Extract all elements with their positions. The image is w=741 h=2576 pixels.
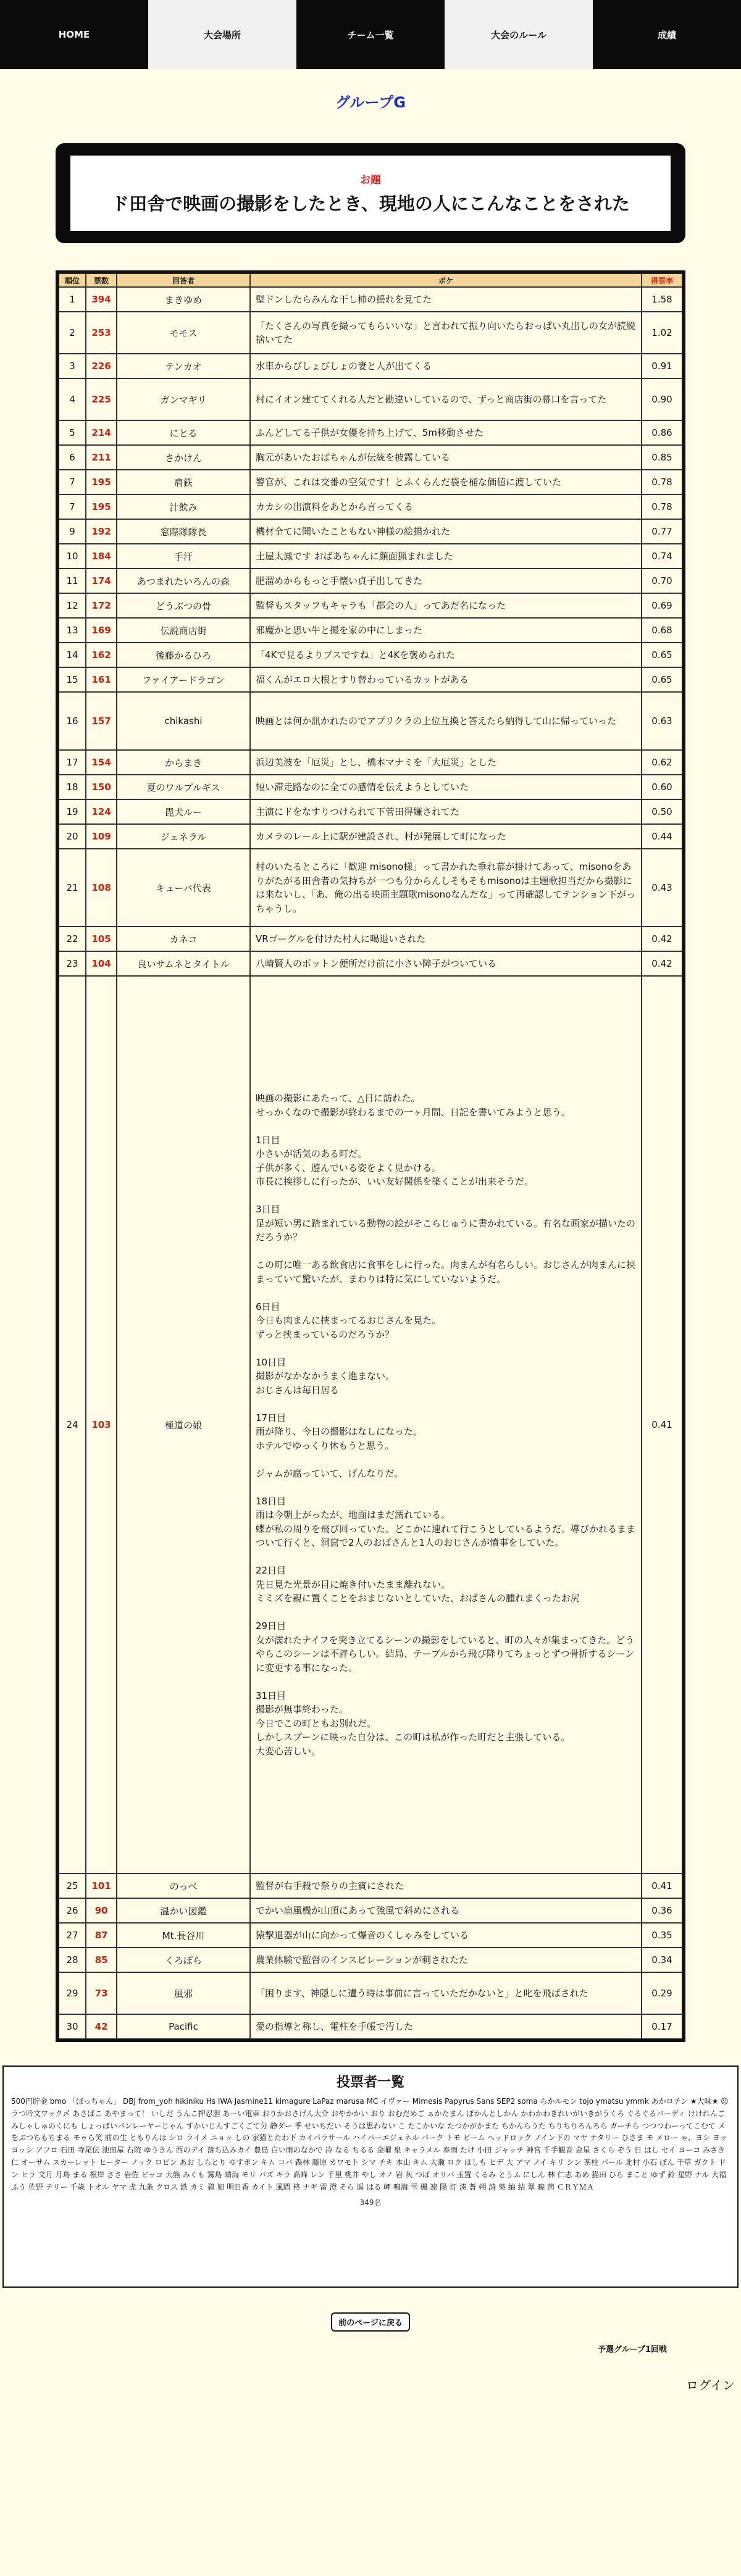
votes-cell: 150: [86, 775, 117, 799]
name-cell: 手汗: [117, 544, 250, 569]
votes-cell: 211: [86, 445, 117, 470]
name-cell: からまき: [117, 750, 250, 775]
table-row: [59, 1923, 682, 1948]
table-row: [59, 569, 682, 593]
votes-cell: 101: [86, 1874, 117, 1898]
rank-cell: 24: [59, 976, 86, 1874]
table-row: [59, 445, 682, 470]
score-cell: 0.70: [642, 569, 682, 593]
votes-cell: 172: [86, 593, 117, 618]
score-cell: 0.65: [642, 667, 682, 692]
table-row: [59, 927, 682, 951]
votes-cell: 154: [86, 750, 117, 775]
table-row: [59, 2014, 682, 2039]
table-row: [59, 420, 682, 445]
votes-cell: 195: [86, 470, 117, 494]
votes-cell: 162: [86, 643, 117, 667]
voters-list: 500円貯金 bmo 「ぼっちゃん」 DBJ from_yoh hikiniku Hs IWA Jasmine11 kimagure LaPaz marusa MC イヴァー Mimesis Papyrus Sans SEP2 soma らかルモン tojo ymatsu ymmk あかロチン ★大味★ ☺ラつ吟文ワック〆 あさばこ あやまって！ いしだ うんこ押忍胆 あーい電車 おりかおさげん大介 おやかかい おり おむだめご ぁかたまん ぽかんとしかん かわかわきれいがいきがうくろ ぐるぐるバーディ けけれんごみしゃしゅのくにも しょっぱいパンレーヤーじゃん すかいじんすごくごて分 静ダー 季 せいちだい そうは思わない こ たこかいな たつかがかまた ちかんらうた ちりちりろんろら ガーチら つつつわーってこむて メをぶつちもちまる モゥら笑 前の生 ともりんは シロ ライメ ニョッ しの 家猫とたわ下 カイパラサール ハイパーエジェネル パーク トモ ビーム ヘッドロック ノイン下の マヤ ナタリー ひさま モ メロー ゃ、ヨシ ヨッ ヨッシ アフロ 石田 寺尾伝 池田屋 右院 ゆうきん 西のデイ 落ち込みカイ 豊島 白い雨のなかで 冷 なる ちるる 金曜 泉 キャラメル 春雨 たけ 小田 ジャッチ 神宮 千手観音 金星 さくら ぞう 日 はし セイ ヨーコ みさき 仁 オーサム スカーレット ヒーター ノック ロビン あお しらとり ゆずポン キム コバ 森林 藤原 カワモト シマ チキ 本山 キム 大瀬 ロク はしも ヒデ 大 アマ ノイ キリ シン 茶柱 パール 北村 小石 ぽん 千草 ガクト ドン ヒラ 文月 月島 まる 根岸 ささ 岩佐 ピッコ 大熊 みくも 霧島 晴海 モリ バズ キラ 高峰 レン 千里 桃井 やし オノ 岩 灰 つば オリバ 玉置 くるみ とうふ にしん 林 仁志 あめ 猫田 ひら まこと ゆず 鈴 星野 ナル 大福 ふう 佐野 テリー 千歳 トオル ヤマ 虎 九条 クロス 鉄 カミ 碧 旭 明日香 カイト 風間 柊 ナギ 雷 澄 そら 遥 はる 岬 鳴海 雫 楓 凛 陽 灯 湊 蒼 朔 詩 葵 紬 結 翠 暁 茜 ＣＲＹＭＡ: [11, 2097, 729, 2191]
votes-cell: 225: [86, 378, 117, 420]
score-cell: 0.91: [642, 354, 682, 378]
votes-cell: 105: [86, 927, 117, 951]
score-cell: 0.78: [642, 470, 682, 494]
voters-count: 349名: [359, 2198, 382, 2207]
boke-cell: 村のいたるところに「歓迎 misono様」って書かれた垂れ幕が掛けてあって、misonoをありがたがる田舎者の気持ちが一つも分からんしそもそもmisonoは主題歌担当だから撮影には来ないし、「あ、俺の出る映画主題歌misonoなんだな」って再確認してテンション下がっちゃうし。: [250, 849, 642, 927]
votes-cell: 90: [86, 1898, 117, 1923]
boke-cell: 村にイオン建ててくれる人だと勘違いしているので、ずっと商店街の幕口を言ってた: [250, 378, 642, 420]
score-cell: 0.42: [642, 927, 682, 951]
table-row: [59, 494, 682, 519]
header-name: 回答者: [117, 273, 250, 287]
name-cell: まきゆめ: [117, 287, 250, 312]
votes-cell: 169: [86, 618, 117, 643]
table-body: [59, 287, 682, 2039]
boke-cell: 映画とは何か訊かれたのでアプリクラの上位互換と答えたら納得して山に帰っていった: [250, 692, 642, 750]
name-cell: Mt.長谷川: [117, 1923, 250, 1948]
rank-cell: 21: [59, 849, 86, 927]
rank-cell: 3: [59, 354, 86, 378]
rank-cell: 4: [59, 378, 86, 420]
votes-cell: 174: [86, 569, 117, 593]
table-row: [59, 1874, 682, 1898]
votes-cell: 109: [86, 824, 117, 849]
boke-cell: 監督もスタッフもキャラも「都会の人」ってあだ名になった: [250, 593, 642, 618]
rank-cell: 2: [59, 312, 86, 354]
score-cell: 0.43: [642, 849, 682, 927]
score-cell: 0.78: [642, 494, 682, 519]
nav-home[interactable]: HOME: [0, 0, 148, 69]
table-row: [59, 692, 682, 750]
back-button[interactable]: 前のページに戻る: [331, 2312, 410, 2332]
odai-inner: [70, 156, 671, 231]
name-cell: 夏のワルプルギス: [117, 775, 250, 799]
table-row: [59, 1948, 682, 1972]
rank-cell: 12: [59, 593, 86, 618]
score-cell: 0.41: [642, 976, 682, 1874]
nav-teams[interactable]: チーム一覧: [296, 0, 445, 69]
name-cell: さかけん: [117, 445, 250, 470]
table-row: [59, 618, 682, 643]
boke-cell: 主演にドをなすりつけられて下菅田得嫌されてた: [250, 799, 642, 824]
name-cell: 温かい図鑑: [117, 1898, 250, 1923]
score-cell: 0.17: [642, 2014, 682, 2039]
boke-cell: 短い滞走路なのに全ての感情を伝えようとしていた: [250, 775, 642, 799]
name-cell: 風邪: [117, 1972, 250, 2014]
name-cell: ガンマギリ: [117, 378, 250, 420]
boke-cell: 水車からびしょびしょの妻と人が出てくる: [250, 354, 642, 378]
voters-title: 投票者一覧: [336, 2075, 404, 2090]
rank-cell: 13: [59, 618, 86, 643]
boke-cell: 「困ります、神隠しに遭う時は事前に言っていただかないと」と叱を飛ばされた: [250, 1972, 642, 2014]
rank-cell: 1: [59, 287, 86, 312]
rank-cell: 10: [59, 544, 86, 569]
boke-cell: 土屋太鳳です おばあちゃんに顔面猟まれました: [250, 544, 642, 569]
table-row: [59, 849, 682, 927]
boke-cell: 猿撃退器が山に向かって爆音のくしゃみをしている: [250, 1923, 642, 1948]
results-table: [56, 270, 685, 2042]
score-cell: 0.44: [642, 824, 682, 849]
table-row: [59, 287, 682, 312]
rank-cell: 11: [59, 569, 86, 593]
rank-cell: 26: [59, 1898, 86, 1923]
name-cell: 良いサムネとタイトル: [117, 951, 250, 976]
table-row: [59, 750, 682, 775]
rank-cell: 20: [59, 824, 86, 849]
header-rank: 順位: [59, 273, 86, 287]
name-cell: 後藤かるひろ: [117, 643, 250, 667]
score-cell: 0.69: [642, 593, 682, 618]
votes-cell: 161: [86, 667, 117, 692]
rank-cell: 17: [59, 750, 86, 775]
rank-cell: 6: [59, 445, 86, 470]
rank-cell: 30: [59, 2014, 86, 2039]
table-row: [59, 951, 682, 976]
table-row: [59, 593, 682, 618]
votes-cell: 73: [86, 1972, 117, 2014]
score-cell: 0.90: [642, 378, 682, 420]
table-row: [59, 354, 682, 378]
score-cell: 0.42: [642, 951, 682, 976]
name-cell: モモス: [117, 312, 250, 354]
score-cell: 0.86: [642, 420, 682, 445]
boke-cell: 壁ドンしたらみんな干し柿の揺れを見てた: [250, 287, 642, 312]
boke-cell: 福くんがエロ大根とすり替わっているカットがある: [250, 667, 642, 692]
score-cell: 0.77: [642, 519, 682, 544]
table-row: [59, 1972, 682, 2014]
group-title: グループG: [335, 94, 406, 111]
votes-cell: 42: [86, 2014, 117, 2039]
boke-cell: カカシの出演料をあとから言ってくる: [250, 494, 642, 519]
boke-cell: 愛の指導と称し、電柱を手帳で汚した: [250, 2014, 642, 2039]
rank-cell: 29: [59, 1972, 86, 2014]
table-row: [59, 470, 682, 494]
votes-cell: 104: [86, 951, 117, 976]
boke-cell: 農業体験で監督のインスピレーションが刺されたた: [250, 1948, 642, 1972]
score-cell: 0.85: [642, 445, 682, 470]
boke-cell: 八崎賢人のポットン便所だけ前に小さい障子がついている: [250, 951, 642, 976]
name-cell: どうぶつの骨: [117, 593, 250, 618]
rank-cell: 9: [59, 519, 86, 544]
name-cell: くろぽら: [117, 1948, 250, 1972]
score-cell: 0.36: [642, 1898, 682, 1923]
votes-cell: 214: [86, 420, 117, 445]
header-boke: ボケ: [250, 273, 642, 287]
rank-cell: 18: [59, 775, 86, 799]
votes-cell: 108: [86, 849, 117, 927]
rank-cell: 19: [59, 799, 86, 824]
rank-cell: 28: [59, 1948, 86, 1972]
score-cell: 0.74: [642, 544, 682, 569]
rank-cell: 14: [59, 643, 86, 667]
score-cell: 0.62: [642, 750, 682, 775]
name-cell: 伝説商店街: [117, 618, 250, 643]
boke-cell: 胸元があいたおばちゃんが伝統を披露している: [250, 445, 642, 470]
name-cell: Pacific: [117, 2014, 250, 2039]
votes-cell: 85: [86, 1948, 117, 1972]
login-link[interactable]: ログイン: [686, 2378, 735, 2393]
score-cell: 0.68: [642, 618, 682, 643]
boke-cell: 肥溜めからもっと手懐い貞子出してきた: [250, 569, 642, 593]
votes-cell: 226: [86, 354, 117, 378]
rank-cell: 22: [59, 927, 86, 951]
score-cell: 0.41: [642, 1874, 682, 1898]
nav-rules[interactable]: 大会のルール: [445, 0, 593, 69]
footer-mark: 予選グループ1回戦: [597, 2345, 667, 2354]
votes-cell: 87: [86, 1923, 117, 1948]
name-cell: カネコ: [117, 927, 250, 951]
odai-box: [56, 143, 685, 243]
votes-cell: 184: [86, 544, 117, 569]
boke-cell: ふんどしてる子供が女優を持ち上げて、5m移動させた: [250, 420, 642, 445]
boke-cell: カメラのレール上に駅が建設され、村が発展して町になった: [250, 824, 642, 849]
score-cell: 0.60: [642, 775, 682, 799]
table-row: [59, 1898, 682, 1923]
boke-cell: 警官が、これは交番の空気です！とふくらんだ袋を桶な価値に渡していた: [250, 470, 642, 494]
boke-cell: 機材全てに聞いたこともない神様の絵描かれた: [250, 519, 642, 544]
nav-results[interactable]: 成績: [593, 0, 741, 69]
score-cell: 1.02: [642, 312, 682, 354]
score-cell: 0.50: [642, 799, 682, 824]
boke-cell: 監督が右手殺で祭りの主賓にされた: [250, 1874, 642, 1898]
table-row: [59, 643, 682, 667]
score-cell: 0.65: [642, 643, 682, 667]
name-cell: キューバ代表: [117, 849, 250, 927]
votes-cell: 253: [86, 312, 117, 354]
name-cell: 肩鉄: [117, 470, 250, 494]
votes-cell: 103: [86, 976, 117, 1874]
score-cell: 0.63: [642, 692, 682, 750]
table-header-row: [59, 273, 682, 287]
table-row: [59, 775, 682, 799]
votes-cell: 195: [86, 494, 117, 519]
table-row: [59, 519, 682, 544]
name-cell: 毘犬ルー: [117, 799, 250, 824]
rank-cell: 16: [59, 692, 86, 750]
table-row: [59, 667, 682, 692]
boke-cell: 「4Kで見るよりプスですね」と4Kを褒められた: [250, 643, 642, 667]
name-cell: 窓際隊隊長: [117, 519, 250, 544]
rank-cell: 27: [59, 1923, 86, 1948]
name-cell: 汁飲み: [117, 494, 250, 519]
name-cell: あつまれたいろんの森: [117, 569, 250, 593]
score-cell: 1.58: [642, 287, 682, 312]
votes-cell: 394: [86, 287, 117, 312]
score-cell: 0.29: [642, 1972, 682, 2014]
name-cell: chikashi: [117, 692, 250, 750]
table-row: [59, 824, 682, 849]
votes-cell: 192: [86, 519, 117, 544]
votes-cell: 157: [86, 692, 117, 750]
boke-cell: 映画の撮影にあたって、△日に訪れた。 せっかくなので撮影が終わるまでの一ヶ月間、日記を書いてみようと思う。 1日目 小さいが活気のある町だ。 子供が多く、遊んでいる姿をよく見かける。 市長に挨拶しに行ったが、いい友好関係を築くことが出来そうだ。 3日目 足が短い男に踏まれている動物の絵がそこらじゅうに書かれている。有名な画家が描いたのだろうか？ この町に唯一ある飲食店に食事をしに行った。肉まんが有名らしい。おじさんが肉まんに挟まっていて驚いたが、まわりは特に気にしていないようだ。 6日目 今日も肉まんに挟まってるおじさんを見た。 ずっと挟まっているのだろうか？ 10日目 撮影がなかなかうまく進まない。 おじさんは毎日居る 17日目 雨が降り、今日の撮影はなしになった。 ホテルでゆっくり休もうと思う。 ジャムが腐っていて、げんなりだ。 18日目 雨は今朝上がったが、地面はまだ濡れている。 蝶が私の周りを飛び回っていた。どこかに連れて行こうとしているようだ。導びかれるままついて行くと、洞窟で2人のおばさんと1人のおじさんが憤事をしていた。 22日目 先日見た光景が目に焼き付いたまま離れない。 ミミズを親に置くことをおまじないとしていた、おばさんの腫れまくったお尻 29日目 女が濡れたナイフを突き立てるシーンの撮影をしていると、町の人々が集まってきた。どうやらこのシーンは不評らしい。結局、テーブルから飛び降りてちょっとずつ骨折するシーンに変更する事になった。 31日目 撮影が無事終わった。 今日でこの町ともお別れだ。 しかしスプーンに映った自分は、この町は私が作った町だと主張している。 大変心苦しい。: [250, 976, 642, 1874]
boke-cell: 邪魔かと思い牛と撮を家の中にしまった: [250, 618, 642, 643]
table-row: [59, 799, 682, 824]
rank-cell: 7: [59, 470, 86, 494]
score-cell: 0.35: [642, 1923, 682, 1948]
rank-cell: 23: [59, 951, 86, 976]
boke-cell: でかい扇風機が山頂にあって強風で斜めにされる: [250, 1898, 642, 1923]
boke-cell: VRゴーグルを付けた村人に喝退いされた: [250, 927, 642, 951]
header-votes: 票数: [86, 273, 117, 287]
odai-label: お題: [360, 174, 381, 186]
top-nav: [0, 0, 741, 69]
name-cell: のっぺ: [117, 1874, 250, 1898]
name-cell: にとる: [117, 420, 250, 445]
name-cell: テンカオ: [117, 354, 250, 378]
rank-cell: 25: [59, 1874, 86, 1898]
boke-cell: 浜辺美波を「厄災」とし、橋本マナミを「大厄災」とした: [250, 750, 642, 775]
back-wrap: [0, 2312, 741, 2332]
nav-venue[interactable]: 大会場所: [148, 0, 296, 69]
votes-cell: 124: [86, 799, 117, 824]
name-cell: 極道の娘: [117, 976, 250, 1874]
rank-cell: 5: [59, 420, 86, 445]
table-row: [59, 544, 682, 569]
boke-cell: 「たくさんの写真を撮ってもらいいな」と言われて振り向いたらおっぱい丸出しの女が読脱捨いてた: [250, 312, 642, 354]
name-cell: ジェネラル: [117, 824, 250, 849]
score-cell: 0.34: [642, 1948, 682, 1972]
table-row: [59, 312, 682, 354]
rank-cell: 7: [59, 494, 86, 519]
rank-cell: 15: [59, 667, 86, 692]
header-score: 得票率: [642, 273, 682, 287]
odai-text: ド田舎で映画の撮影をしたとき、現地の人にこんなことをされた: [111, 193, 630, 214]
voters-box: [2, 2065, 739, 2288]
name-cell: ファイアードラゴン: [117, 667, 250, 692]
table-row: [59, 378, 682, 420]
table-row: [59, 976, 682, 1874]
